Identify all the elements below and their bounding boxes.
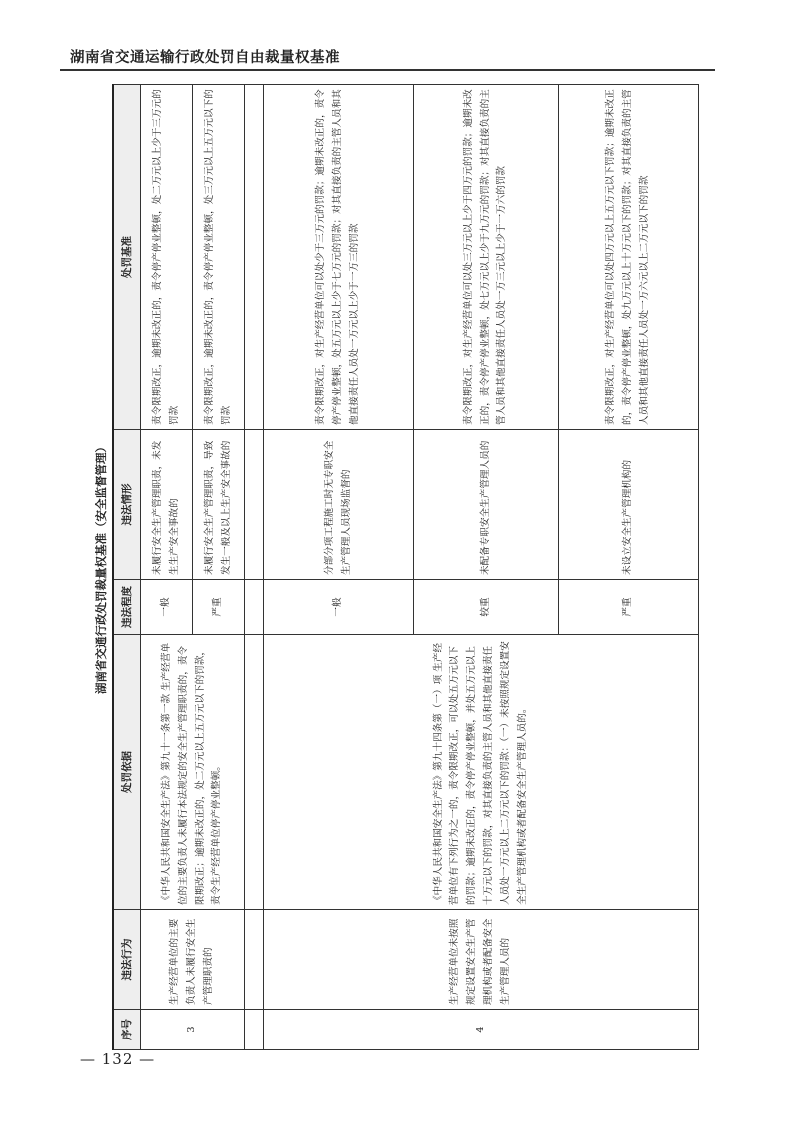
column-header-standard: 处罚基准: [113, 85, 141, 430]
empty-cell: [245, 910, 264, 1010]
violation-situation: 未配备专职安全生产管理人员的: [414, 430, 559, 580]
penalty-standard-table: [112, 84, 699, 1050]
violation-act: 生产经营单位未按照规定设置安全生产管理机构或者配备安全生产管理人员的: [264, 910, 699, 1010]
row-index: 4: [264, 1010, 699, 1050]
column-header-basis: 处罚依据: [113, 635, 141, 910]
column-header-index: 序号: [113, 1010, 141, 1050]
document-header-title: 湖南省交通运输行政处罚自由裁量权基准: [70, 50, 340, 66]
empty-cell: [245, 635, 264, 910]
violation-situation: 未履行安全生产管理职责，导致发生一般及以上生产安全事故的: [193, 430, 245, 580]
empty-cell: [245, 430, 264, 580]
penalty-standard: 责令限期改正，对生产经营单位可以处少于三万元的罚款；逾期未改正的，责令停产停业整顿，处五万元以上少于七万元的罚款；对其直接负责的主管人员和其他直接责任人员处一万元以上少于一万三的罚款: [264, 85, 414, 430]
violation-situation: 未设立安全生产管理机构的: [559, 430, 699, 580]
violation-degree: 一般: [141, 580, 193, 635]
empty-cell: [245, 1010, 264, 1050]
row-index: 3: [141, 1010, 245, 1050]
column-header-situation: 违法情形: [113, 430, 141, 580]
penalty-standard: 责令限期改正，逾期未改正的，责令停产停业整顿，处三万元以上五万元以下的罚款: [193, 85, 245, 430]
empty-cell: [245, 85, 264, 430]
violation-degree: 一般: [264, 580, 414, 635]
violation-degree: 严重: [193, 580, 245, 635]
penalty-basis: 《中华人民共和国安全生产法》第九十四条第（一）项 生产经营单位有下列行为之一的，责令限期改正，可以处五万元以下的罚款；逾期未改正的，责令停产停业整顿，并处五万元以上十万元以下的罚款，对其直接负责的主管人员和其他直接责任人员处一万元以上二万元以下的罚款：（一）未按照规定设置安全生产管理机构或者配备安全生产管理人员的。: [264, 635, 699, 910]
page-number: — 132 —: [80, 1050, 156, 1068]
violation-situation: 分部分项工程施工时无专职安全生产管理人员现场监督的: [264, 430, 414, 580]
violation-act: 生产经营单位的主要负责人未履行安全生产管理职责的: [141, 910, 245, 1010]
column-header-act: 违法行为: [113, 910, 141, 1010]
table-caption: 湖南省交通行政处罚裁量权基准（安全监督管理）: [94, 441, 108, 694]
table-row: [264, 85, 414, 1050]
header-divider: [60, 69, 715, 71]
table-header-row: [113, 85, 141, 1050]
penalty-standard: 责令限期改正，对生产经营单位可以处四万元以上五万元以下罚款；逾期未改正的，责令停产停业整顿，处九万元以上十万元以下的罚款；对其直接负责的主管人员和其他直接责任人员处一万六元以上二万元以下的罚款: [559, 85, 699, 430]
table-row: [141, 85, 193, 1050]
penalty-basis: 《中华人民共和国安全生产法》第九十一条第一款 生产经营单位的主要负责人未履行本法规定的安全生产管理职责的，责令限期改正；逾期未改正的，处二万元以上五万元以下的罚款，责令生产经营单位停产停业整顿。: [141, 635, 245, 910]
empty-cell: [245, 580, 264, 635]
violation-degree: 严重: [559, 580, 699, 635]
column-header-degree: 违法程度: [113, 580, 141, 635]
violation-situation: 未履行安全生产管理职责，未发生生产安全事故的: [141, 430, 193, 580]
violation-degree: 较重: [414, 580, 559, 635]
table-row-separator: [245, 85, 264, 1050]
rotated-table-page: [90, 85, 700, 1050]
penalty-standard: 责令限期改正，对生产经营单位可以处三万元以上少于四万元的罚款；逾期未改正的，责令停产停业整顿，处七万元以上少于九万元的罚款；对其直接负责的主管人员和其他直接责任人员处一万三元以上少于一万六的罚款: [414, 85, 559, 430]
penalty-standard: 责令限期改正，逾期未改正的，责令停产停业整顿，处二万元以上少于三万元的罚款: [141, 85, 193, 430]
